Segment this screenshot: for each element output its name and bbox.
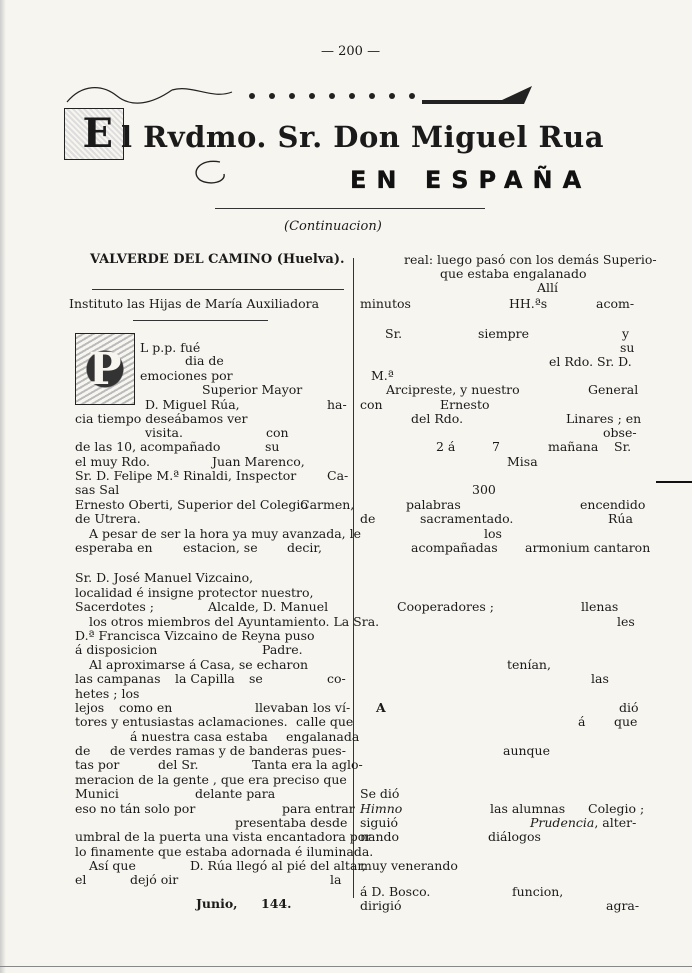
text-line: siguió [360,815,398,830]
text-line: M.ª [371,368,394,383]
text-line: encendido [580,497,646,512]
text-line: umbral de la puerta una vista encantadora por [75,829,372,844]
text-line: minutos [360,296,411,311]
text-line: eso no tán solo por [75,801,196,816]
text-line: Junio, [196,896,238,911]
article-title [75,110,604,157]
text-line: los otros miembros del Ayuntamiento. La Sra. [89,614,380,629]
continuation-label: (Continuacion) [284,219,382,234]
text-line: Sr. D. José Manuel Vizcaino, [75,570,254,585]
text-line: esperaba en [75,540,153,555]
text-line: A pesar de ser la hora ya muy avanzada, le [89,526,362,541]
text-line: que estaba engalanado [440,266,587,281]
text-line: A [376,700,386,715]
text-line: á nuestra casa estaba [130,729,268,744]
text-line: el muy Rdo. [75,454,150,469]
text-line: diálogos [488,829,541,844]
text-line: nando [360,829,400,844]
text-line: el [75,872,87,887]
text-line: lo finamente que estaba adornada é iluminada. [75,844,374,859]
text-line: presentaba desde [235,815,348,830]
text-line: tenían, [507,657,551,672]
text-line: los ví- [313,700,351,715]
text-line: llevaban [255,700,309,715]
text-line: dió [619,700,639,715]
text-line: Sr. D. Felipe M.ª Rinaldi, Inspector [75,468,297,483]
text-line: Himno [360,801,403,816]
text-line: Sr. [385,326,403,341]
text-line: Misa [507,454,538,469]
text-line: y [622,326,630,341]
text-line: palabras [406,497,461,512]
text-line: emociones por [140,368,233,383]
text-line: co- [327,671,346,686]
text-line: Ca- [327,468,349,483]
text-line: Allí [537,280,559,295]
text-line: las [591,671,609,686]
text-line: sacramentado. [420,511,514,526]
text-line: D.ª Francisca Vizcaino de Reyna puso [75,628,315,643]
text-line: que [614,714,638,729]
text-line: Rúa [608,511,633,526]
text-line: á [578,714,586,729]
text-line: la Capilla [175,671,235,686]
text-line: sas Sal [75,482,120,497]
text-line: L p.p. fué [140,340,201,355]
text-line: Sacerdotes ; [75,599,154,614]
text-line: Casa, se echaron [200,657,309,672]
text-line: de verdes ramas y de banderas pues- [110,743,346,758]
text-line: delante para [195,786,276,801]
text-line: Arcipreste, y nuestro [386,382,520,397]
text-line: Ernesto [440,397,490,412]
article-subtitle: EN ESPAÑA [350,166,592,194]
text-line: siempre [478,326,530,341]
text-line: su [620,340,635,355]
text-line: la [330,872,342,887]
text-line: Carmen, [300,497,355,512]
text-line: llenas [581,599,619,614]
page-number: — 200 — [321,44,381,59]
title-rest: l Rvdmo. Sr. Don Miguel Rua [121,120,604,154]
text-line: mañana [548,439,599,454]
text-line: calle que [296,714,354,729]
text-line: de [75,743,91,758]
text-line: VALVERDE DEL CAMINO (Huelva). [90,252,345,267]
text-line: dia de [185,353,224,368]
ornament-band-icon [62,82,532,106]
text-line: de [360,511,376,526]
text-line: Al aproximarse á [89,657,197,672]
text-line: Se dió [360,786,400,801]
text-line: tas por [75,757,120,772]
text-line: se [249,671,263,686]
text-line: con [360,397,383,412]
text-line: ha- [327,397,347,412]
text-line: 144. [261,896,292,911]
text-line: Munici [75,786,119,801]
text-line: lejos [75,700,105,715]
flourish-icon [190,158,230,188]
text-line: D. Miguel Rúa, [145,397,240,412]
text-line: les [617,614,635,629]
text-line: su [265,439,280,454]
text-line: Tanta era la aglo- [252,757,363,772]
text-line: acom- [596,296,635,311]
text-line: dirigió [360,898,402,913]
text-line: meracion de la gente , que era preciso que [75,772,347,787]
text-line: localidad é insigne protector nuestro, [75,585,314,600]
text-line: para entrar [282,801,355,816]
text-line: Colegio ; [588,801,645,816]
page-bottom-line [0,966,692,967]
text-line: á D. Bosco. [360,884,431,899]
text-line: cia tiempo deseábamos ver [75,411,248,426]
text-line: Ernesto Oberti, Superior del Colegio [75,497,308,512]
section-rule [92,289,344,290]
text-line: 2 á [436,439,456,454]
text-line: de las 10, acompañado [75,439,221,454]
text-line: acompañadas [411,540,498,555]
title-initial: E [82,110,114,157]
text-line: con [266,425,289,440]
text-line: engalanada [286,729,360,744]
text-line: funcion, [512,884,564,899]
text-line: armonium cantaron [525,540,651,555]
text-line: como en [119,700,173,715]
text-line: 300 [472,482,496,497]
text-line: los [484,526,502,541]
text-line: del Sr. [158,757,199,772]
text-line: estacion, se [183,540,258,555]
text-line: Prudencia, alter- [530,815,637,830]
text-line: decir, [287,540,322,555]
separator-rule [215,208,485,209]
text-line: dejó oir [130,872,179,887]
text-line: Cooperadores ; [397,599,494,614]
text-line: Linares ; en [566,411,642,426]
text-line: General [588,382,639,397]
text-line: hetes ; los [75,686,140,701]
text-line: Juan Marenco, [212,454,305,469]
text-line: agra- [606,898,640,913]
text-line: Así que [89,858,136,873]
text-line: HH.ªs [509,296,548,311]
text-line: de Utrera. [75,511,141,526]
text-line: aunque [503,743,551,758]
section-rule-small [133,320,268,321]
drop-cap-ornament: P [75,333,135,405]
text-line: D. Rúa llegó al pié del altar, [190,858,366,873]
text-line: Superior Mayor [202,382,303,397]
text-line: Instituto las Hijas de María Auxiliadora [69,296,320,311]
text-line: obse- [603,425,637,440]
text-line: visita. [145,425,183,440]
text-line: 7 [492,439,500,454]
text-line: las campanas [75,671,161,686]
text-line: muy venerando [360,858,458,873]
text-line: real: luego pasó con los demás Superio- [404,252,657,267]
text-line: las alumnas [490,801,566,816]
text-line: á disposicion [75,642,158,657]
text-line: Sr. [614,439,632,454]
page-edge-shadow [0,0,6,973]
text-line: el Rdo. Sr. D. [549,354,632,369]
edge-mark [656,481,692,483]
text-line: del Rdo. [411,411,464,426]
text-line: Alcalde, D. Manuel [208,599,329,614]
text-line: tores y entusiastas aclamaciones. [75,714,288,729]
text-line: Padre. [262,642,303,657]
